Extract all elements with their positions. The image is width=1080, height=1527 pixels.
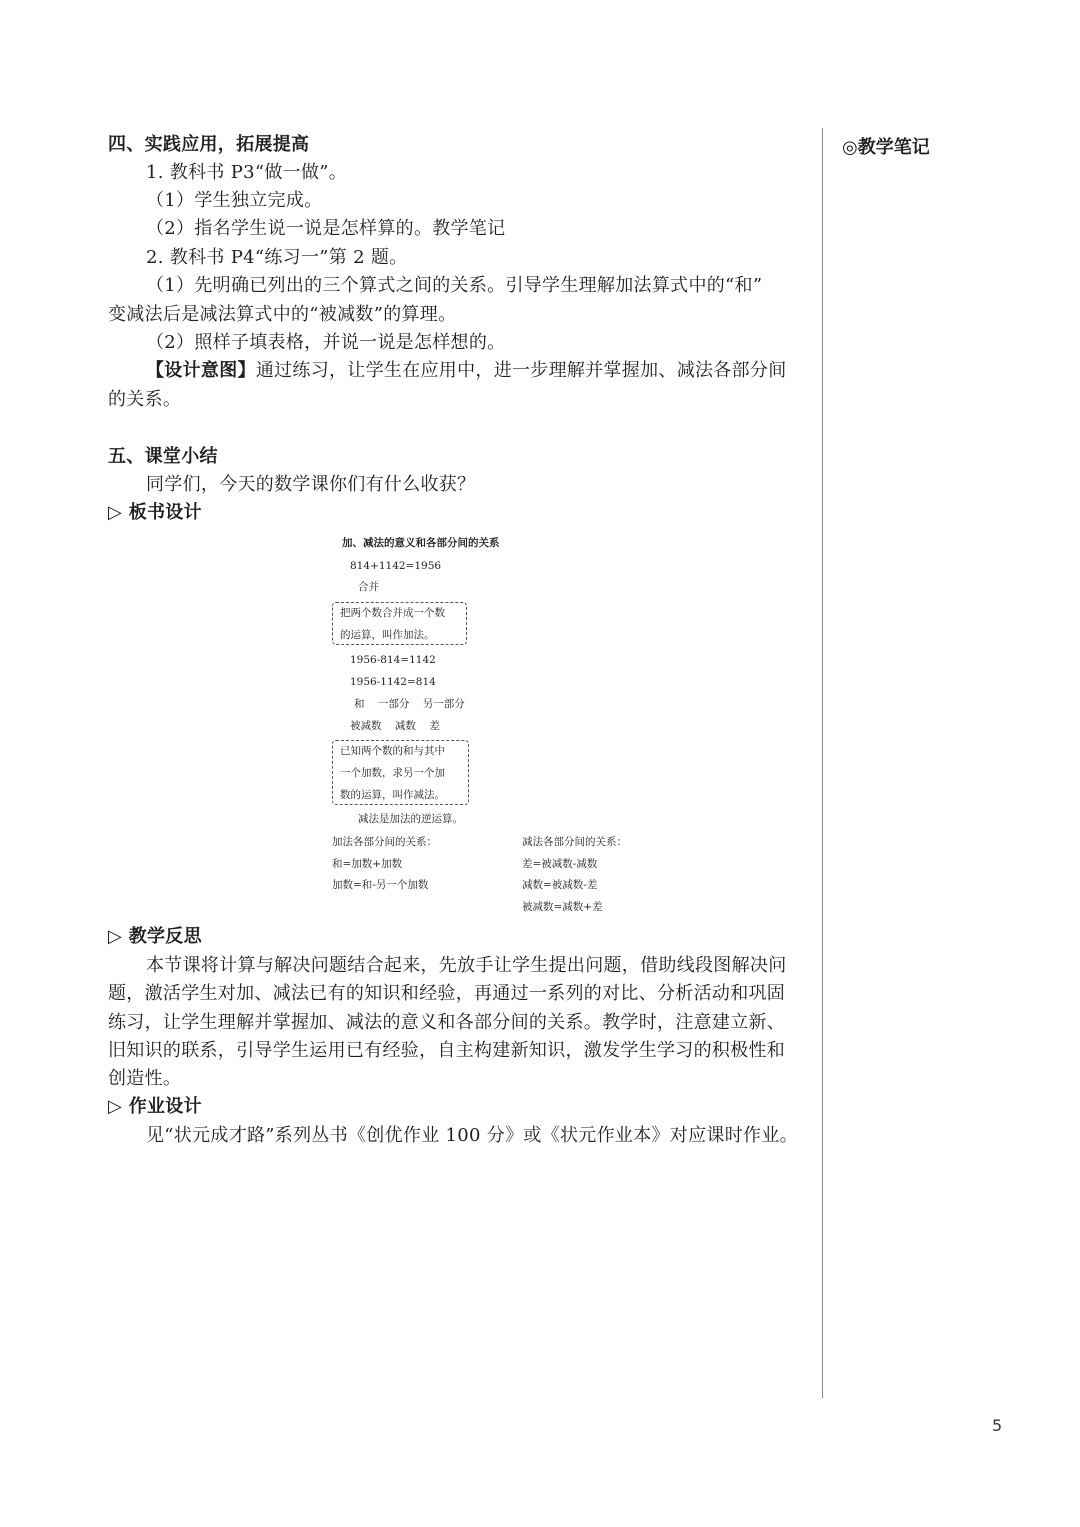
reflection-line1: 本节课将计算与解决问题结合起来，先放手让学生提出问题，借助线段图解决问	[146, 955, 787, 976]
homework-text: 见“状元成才路”系列丛书《创优作业 100 分》或《状元作业本》对应课时作业。	[146, 1125, 798, 1146]
board-eq-subtraction-1: 1956-814=1142	[350, 654, 436, 666]
section4-item2-a-line2: 变减法后是减法算式中的“被减数”的算理。	[108, 304, 457, 325]
board-sub-relation-1: 差=被减数-减数	[522, 858, 598, 870]
design-intent-text: 通过练习，让学生在应用中，进一步理解并掌握加、减法各部分间	[255, 360, 787, 381]
design-intent-line2: 的关系。	[108, 389, 182, 410]
board-box2-line3: 数的运算，叫作减法。	[340, 789, 445, 801]
notes-heading: ◎教学笔记	[842, 137, 930, 158]
board-sub-relation-title: 减法各部分间的关系：	[522, 836, 627, 848]
board-add-relation-1: 和=加数+加数	[332, 858, 403, 870]
reflection-line5: 创造性。	[108, 1068, 182, 1089]
board-sub-relation-3: 被减数=减数+差	[522, 901, 603, 913]
section4-item1-b: （2）指名学生说一说是怎样算的。教学笔记	[146, 218, 506, 239]
board-box2-line1: 已知两个数的和与其中	[340, 745, 445, 757]
design-intent-label: 【设计意图】	[146, 360, 256, 381]
page-number: 5	[992, 1416, 1003, 1435]
board-eq-addition: 814+1142=1956	[350, 560, 442, 572]
board-merge-label: 合并	[358, 581, 379, 593]
board-parts-row: 和 一部分 另一部分	[354, 698, 465, 710]
section5-text: 同学们，今天的数学课你们有什么收获？	[146, 474, 476, 495]
board-title: 加、减法的意义和各部分间的关系	[342, 537, 500, 549]
reflection-line4: 旧知识的联系，引导学生运用已有经验，自主构建新知识，激发学生学习的积极性和	[108, 1040, 786, 1061]
section4-item1-a: （1）学生独立完成。	[146, 190, 323, 211]
board-box1-line2: 的运算，叫作加法。	[340, 629, 435, 641]
board-sub-relation-2: 减数=被减数-差	[522, 879, 598, 891]
reflection-heading: ▷ 教学反思	[108, 926, 202, 947]
board-design-heading: ▷ 板书设计	[108, 502, 202, 523]
reflection-line2: 题，激活学生对加、减法已有的知识和经验，再通过一系列的对比、分析活动和巩固	[108, 983, 786, 1004]
board-names-row: 被减数 减数 差	[350, 720, 440, 732]
section5-title: 五、课堂小结	[108, 446, 218, 467]
board-add-relation-title: 加法各部分间的关系：	[332, 836, 437, 848]
section4-item2: 2. 教科书 P4“练习一”第 2 题。	[146, 247, 408, 268]
board-eq-subtraction-2: 1956-1142=814	[350, 676, 436, 688]
section4-item2-b: （2）照样子填表格，并说一说是怎样想的。	[146, 332, 506, 353]
reflection-line3: 练习，让学生理解并掌握加、减法的意义和各部分间的关系。教学时，注意建立新、	[108, 1012, 786, 1033]
board-add-relation-2: 加数=和-另一个加数	[332, 879, 429, 891]
board-design-figure	[330, 532, 630, 922]
board-box2-line2: 一个加数，求另一个加	[340, 767, 445, 779]
board-inverse-note: 减法是加法的逆运算。	[358, 813, 463, 825]
board-box1-line1: 把两个数合并成一个数	[340, 607, 445, 619]
design-intent-line1	[146, 359, 787, 383]
section4-item1: 1. 教科书 P3“做一做”。	[146, 162, 348, 183]
section4-item2-a-line1: （1）先明确已列出的三个算式之间的关系。引导学生理解加法算式中的“和”	[146, 275, 763, 296]
section4-title: 四、实践应用，拓展提高	[108, 134, 310, 155]
notes-column-divider	[822, 128, 823, 1398]
homework-heading: ▷ 作业设计	[108, 1096, 202, 1117]
